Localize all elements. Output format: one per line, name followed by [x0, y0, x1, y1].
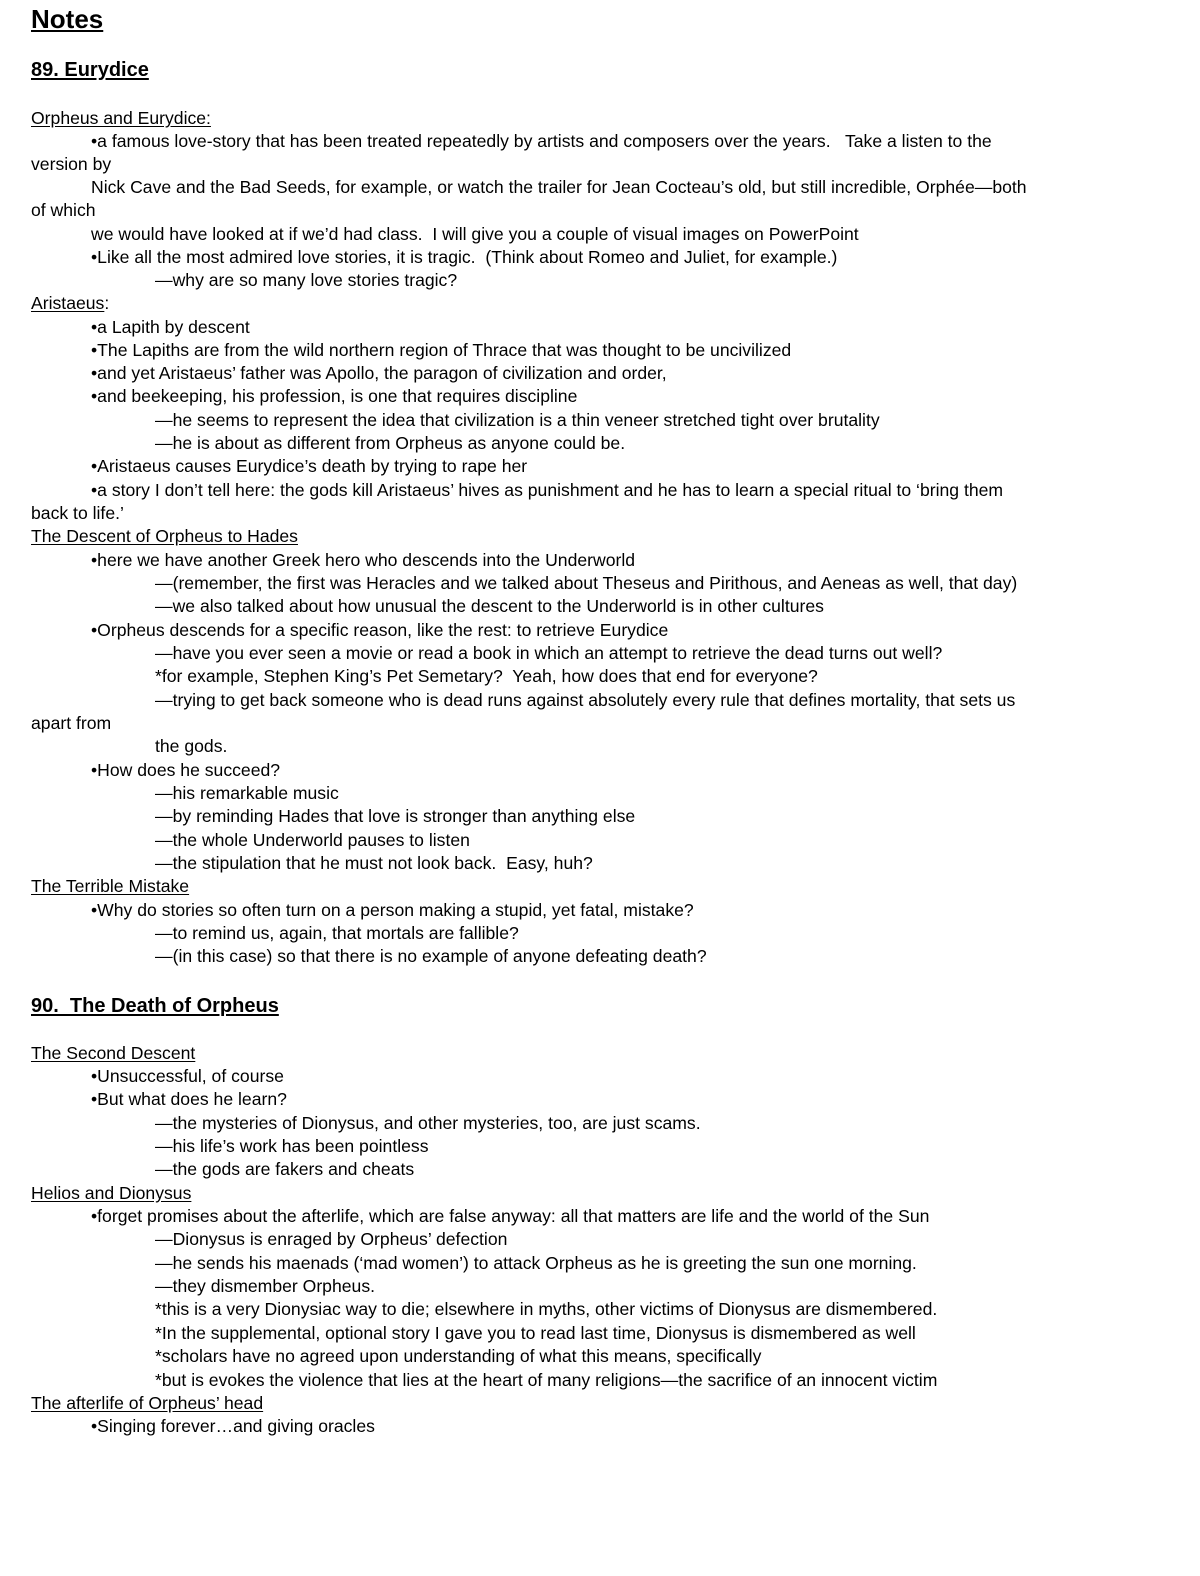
continuation-line: Nick Cave and the Bad Seeds, for example, or watch the trailer for Jean Cocteau’s old, but still incredible, Orphée—both — [91, 177, 1027, 197]
dash-line: —Dionysus is enraged by Orpheus’ defection — [155, 1229, 508, 1249]
asterisk-line: *for example, Stephen King’s Pet Semetary? Yeah, how does that end for everyone? — [155, 666, 818, 686]
asterisk-line: *but is evokes the violence that lies at the heart of many religions—the sacrifice of an innocent victim — [155, 1370, 938, 1390]
dash-line: —he sends his maenads (‘mad women’) to attack Orpheus as he is greeting the sun one morning. — [155, 1253, 917, 1273]
dash-line: —he is about as different from Orpheus as anyone could be. — [155, 433, 626, 453]
bullet-line: •forget promises about the afterlife, which are false anyway: all that matters are life and the world of the Sun — [91, 1206, 930, 1226]
bullet-line: •and beekeeping, his profession, is one that requires discipline — [91, 386, 578, 406]
subheading-helios-dionysus: Helios and Dionysus — [31, 1183, 192, 1203]
bullet-line: •Why do stories so often turn on a person making a stupid, yet fatal, mistake? — [91, 900, 694, 920]
subheading-afterlife-head: The afterlife of Orpheus’ head — [31, 1393, 264, 1413]
dash-line: —the mysteries of Dionysus, and other mysteries, too, are just scams. — [155, 1113, 701, 1133]
continuation-line: version by — [31, 154, 112, 174]
subheading-orpheus-eurydice: Orpheus and Eurydice: — [31, 108, 211, 128]
bullet-line: •a famous love-story that has been treated repeatedly by artists and composers over the years. Take a listen to the — [91, 131, 992, 151]
dash-line: —have you ever seen a movie or read a book in which an attempt to retrieve the dead turns out well? — [155, 643, 943, 663]
bullet-line: •and yet Aristaeus’ father was Apollo, the paragon of civilization and order, — [91, 363, 667, 383]
dash-line: —the whole Underworld pauses to listen — [155, 830, 470, 850]
dash-line: —(in this case) so that there is no example of anyone defeating death? — [155, 946, 707, 966]
bullet-line: •Like all the most admired love stories, it is tragic. (Think about Romeo and Juliet, for example.) — [91, 247, 838, 267]
dash-line: —they dismember Orpheus. — [155, 1276, 376, 1296]
subheading-descent: The Descent of Orpheus to Hades — [31, 526, 298, 546]
dash-line: —his life’s work has been pointless — [155, 1136, 429, 1156]
asterisk-line: *In the supplemental, optional story I gave you to read last time, Dionysus is dismembered as well — [155, 1323, 916, 1343]
subheading-second-descent: The Second Descent — [31, 1043, 196, 1063]
subheading-aristaeus — [31, 292, 109, 314]
asterisk-line: *this is a very Dionysiac way to die; elsewhere in myths, other victims of Dionysus are dismembered. — [155, 1299, 938, 1319]
dash-line: —the stipulation that he must not look back. Easy, huh? — [155, 853, 593, 873]
bullet-line: •Unsuccessful, of course — [91, 1066, 284, 1086]
bullet-line: •But what does he learn? — [91, 1089, 287, 1109]
dash-line: —his remarkable music — [155, 783, 339, 803]
section-heading-89: 89. Eurydice — [31, 59, 149, 81]
dash-line: —he seems to represent the idea that civilization is a thin veneer stretched tight over brutality — [155, 410, 880, 430]
dash-line: —the gods are fakers and cheats — [155, 1159, 415, 1179]
section-heading-90: 90. The Death of Orpheus — [31, 995, 279, 1017]
continuation-line: of which — [31, 200, 96, 220]
bullet-line: •Singing forever…and giving oracles — [91, 1416, 375, 1436]
dash-line: —(remember, the first was Heracles and we talked about Theseus and Pirithous, and Aeneas as well, that day) — [155, 573, 1018, 593]
continuation-line: we would have looked at if we’d had class. I will give you a couple of visual images on PowerPoint — [91, 224, 859, 244]
bullet-line: •a story I don’t tell here: the gods kill Aristaeus’ hives as punishment and he has to learn a special ritual to ‘bring them — [91, 480, 1004, 500]
bullet-line: •Orpheus descends for a specific reason, like the rest: to retrieve Eurydice — [91, 620, 669, 640]
continuation-line: apart from — [31, 713, 112, 733]
dash-line: —to remind us, again, that mortals are fallible? — [155, 923, 519, 943]
subheading-aristaeus-text: Aristaeus — [31, 293, 105, 313]
bullet-line: •a Lapith by descent — [91, 317, 250, 337]
continuation-line: back to life.’ — [31, 503, 124, 523]
dash-line: —by reminding Hades that love is stronger than anything else — [155, 806, 636, 826]
page-title: Notes — [31, 4, 104, 34]
dash-line: —we also talked about how unusual the descent to the Underworld is in other cultures — [155, 596, 824, 616]
continuation-line: the gods. — [155, 736, 228, 756]
bullet-line: •here we have another Greek hero who descends into the Underworld — [91, 550, 636, 570]
bullet-line: •How does he succeed? — [91, 760, 281, 780]
dash-line: —why are so many love stories tragic? — [155, 270, 458, 290]
subheading-aristaeus-colon: : — [104, 293, 110, 313]
dash-line: —trying to get back someone who is dead runs against absolutely every rule that defines mortality, that sets us — [155, 690, 1016, 710]
bullet-line: •Aristaeus causes Eurydice’s death by trying to rape her — [91, 456, 528, 476]
subheading-terrible-mistake: The Terrible Mistake — [31, 876, 190, 896]
bullet-line: •The Lapiths are from the wild northern region of Thrace that was thought to be uncivilized — [91, 340, 792, 360]
asterisk-line: *scholars have no agreed upon understanding of what this means, specifically — [155, 1346, 762, 1366]
